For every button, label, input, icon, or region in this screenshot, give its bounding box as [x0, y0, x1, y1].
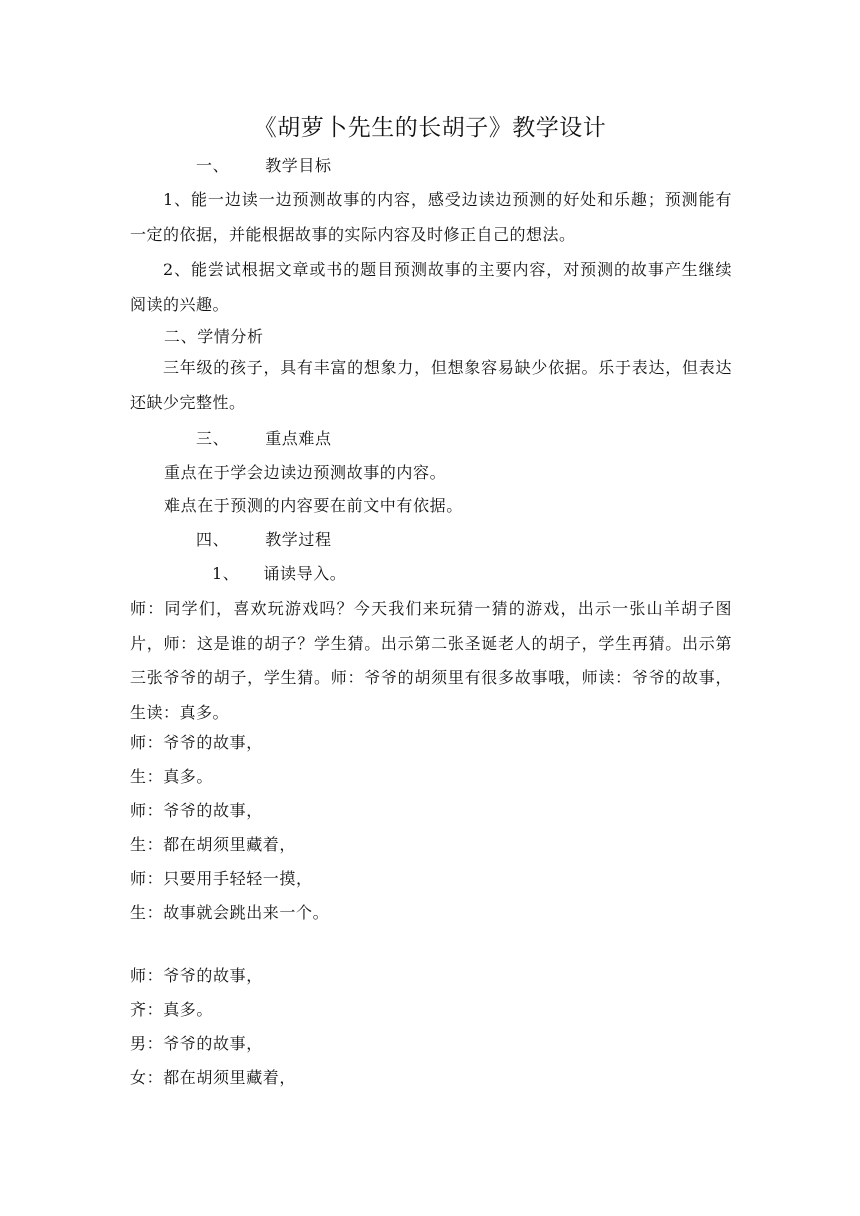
- dialogue-line: 师：只要用手轻轻一摸，: [130, 869, 313, 888]
- intro-paragraph: 师：同学们，喜欢玩游戏吗？今天我们来玩猜一猜的游戏，出示一张山羊胡子图片，师：这是谁的胡子？学生猜。出示第二张圣诞老人的胡子，学生再猜。出示第三张爷爷的胡子，学生猜。师：爷爷的胡须里有很多故事哦，师读：爷爷的故事，生读：真多。: [130, 599, 732, 722]
- section-label: 重点难点: [265, 429, 332, 448]
- dialogue-line: 男：爷爷的故事，: [130, 1034, 263, 1053]
- section-number: 四、: [196, 530, 230, 549]
- dialogue-line: 女：都在胡须里藏着，: [130, 1068, 297, 1087]
- dialogue-line: 生：真多。: [130, 767, 214, 786]
- section-number: 三、: [196, 429, 230, 448]
- section-heading-keypoints: [196, 428, 332, 450]
- section-label: 教学过程: [265, 530, 332, 549]
- step-label: 诵读导入。: [263, 564, 347, 583]
- dialogue-line: 师：爷爷的故事，: [130, 733, 263, 752]
- document-title: 《胡萝卜先生的长胡子》教学设计: [253, 115, 607, 141]
- section-heading-goals: [196, 155, 332, 177]
- section-heading-process: [196, 529, 332, 551]
- dialogue-line: 生：都在胡须里藏着，: [130, 835, 297, 854]
- dialogue-line: 生：故事就会跳出来一个。: [130, 903, 330, 922]
- section-label: 教学目标: [265, 156, 332, 175]
- section-heading-analysis: 二、学情分析: [164, 327, 264, 346]
- dialogue-line: 师：爷爷的故事，: [130, 966, 263, 985]
- dialogue-line: 师：爷爷的故事，: [130, 801, 263, 820]
- step-number: 1、: [212, 564, 240, 583]
- goal-paragraph-1: 1、能一边读一边预测故事的内容，感受边读边预测的好处和乐趣；预测能有一定的依据，并能根据故事的实际内容及时修正自己的想法。: [130, 190, 732, 244]
- step-heading-intro: [212, 563, 346, 585]
- goal-paragraph-2: 2、能尝试根据文章或书的题目预测故事的主要内容，对预测的故事产生继续阅读的兴趣。: [130, 260, 732, 314]
- section-number: 一、: [196, 156, 230, 175]
- difficulty-text: 难点在于预测的内容要在前文中有依据。: [164, 496, 463, 515]
- analysis-paragraph: 三年级的孩子，具有丰富的想象力，但想象容易缺少依据。乐于表达，但表达还缺少完整性。: [130, 358, 732, 412]
- key-point-text: 重点在于学会边读边预测故事的内容。: [164, 463, 447, 482]
- dialogue-line: 齐：真多。: [130, 1000, 214, 1019]
